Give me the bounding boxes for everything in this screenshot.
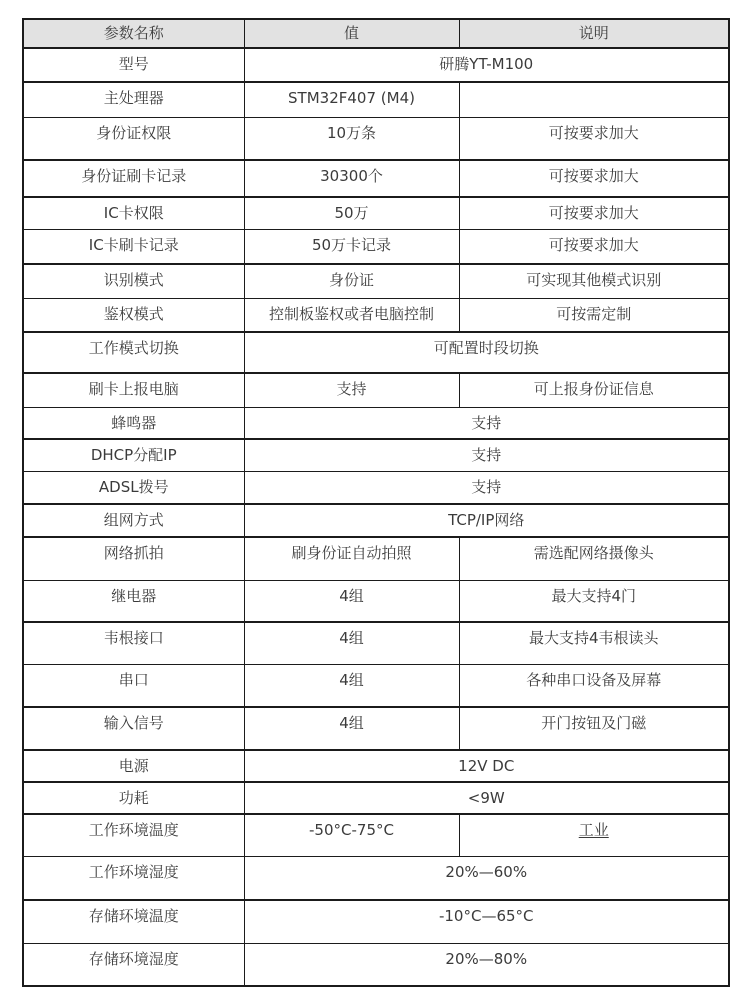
value-cell: 4组 (244, 707, 459, 750)
param-name-cell: 串口 (23, 664, 244, 707)
table-row (23, 471, 729, 504)
value-cell: 20%—80% (244, 943, 729, 986)
param-name-cell: 网络抓拍 (23, 537, 244, 580)
note-cell: 可按要求加大 (459, 197, 729, 229)
param-name-cell: 工作模式切换 (23, 332, 244, 373)
table-row (23, 504, 729, 537)
param-name-cell: 身份证刷卡记录 (23, 160, 244, 197)
note-cell: 可按要求加大 (459, 160, 729, 197)
param-name-cell: 工作环境温度 (23, 814, 244, 856)
note-cell: 工业 (459, 814, 729, 856)
table-row (23, 407, 729, 439)
note-cell: 开门按钮及门磁 (459, 707, 729, 750)
note-cell: 需选配网络摄像头 (459, 537, 729, 580)
param-name-cell: 鉴权模式 (23, 298, 244, 332)
table-row (23, 900, 729, 943)
param-name-cell: 蜂鸣器 (23, 407, 244, 439)
param-name-cell: IC卡权限 (23, 197, 244, 229)
table-row (23, 117, 729, 160)
param-name-cell: 继电器 (23, 580, 244, 622)
note-cell: 最大支持4韦根读头 (459, 622, 729, 664)
table-row (23, 264, 729, 298)
note-cell: 可按需定制 (459, 298, 729, 332)
note-cell (459, 82, 729, 117)
param-name-cell: 功耗 (23, 782, 244, 814)
value-cell: STM32F407 (M4) (244, 82, 459, 117)
value-cell: 身份证 (244, 264, 459, 298)
table-row (23, 332, 729, 373)
table-row (23, 229, 729, 264)
table-row (23, 373, 729, 407)
param-name-cell: ADSL拨号 (23, 471, 244, 504)
param-name-cell: IC卡刷卡记录 (23, 229, 244, 264)
value-cell: TCP/IP网络 (244, 504, 729, 537)
value-cell: 10万条 (244, 117, 459, 160)
value-cell: -50°C-75°C (244, 814, 459, 856)
header-row (23, 19, 729, 48)
table-row (23, 707, 729, 750)
table-row (23, 439, 729, 471)
table-row (23, 197, 729, 229)
param-name-cell: 识别模式 (23, 264, 244, 298)
column-header-param: 参数名称 (23, 19, 244, 48)
note-cell: 可上报身份证信息 (459, 373, 729, 407)
value-cell: 4组 (244, 580, 459, 622)
param-name-cell: 型号 (23, 48, 244, 82)
value-cell: 30300个 (244, 160, 459, 197)
value-cell: 支持 (244, 471, 729, 504)
value-cell: 12V DC (244, 750, 729, 782)
table-row (23, 782, 729, 814)
param-name-cell: 输入信号 (23, 707, 244, 750)
value-cell: 支持 (244, 439, 729, 471)
table-row (23, 943, 729, 986)
param-name-cell: 存储环境湿度 (23, 943, 244, 986)
param-name-cell: 组网方式 (23, 504, 244, 537)
param-name-cell: 主处理器 (23, 82, 244, 117)
value-cell: <9W (244, 782, 729, 814)
value-cell: 研腾YT-M100 (244, 48, 729, 82)
param-name-cell: 电源 (23, 750, 244, 782)
value-cell: 4组 (244, 664, 459, 707)
param-name-cell: 刷卡上报电脑 (23, 373, 244, 407)
value-cell: -10°C—65°C (244, 900, 729, 943)
note-cell: 可按要求加大 (459, 229, 729, 264)
note-cell: 可实现其他模式识别 (459, 264, 729, 298)
note-cell: 各种串口设备及屏幕 (459, 664, 729, 707)
note-cell: 可按要求加大 (459, 117, 729, 160)
table-row (23, 580, 729, 622)
value-cell: 50万 (244, 197, 459, 229)
value-cell: 支持 (244, 407, 729, 439)
table-row (23, 48, 729, 82)
param-name-cell: DHCP分配IP (23, 439, 244, 471)
table-row (23, 856, 729, 900)
column-header-note: 说明 (459, 19, 729, 48)
param-name-cell: 工作环境湿度 (23, 856, 244, 900)
value-cell: 刷身份证自动拍照 (244, 537, 459, 580)
param-name-cell: 韦根接口 (23, 622, 244, 664)
note-cell: 最大支持4门 (459, 580, 729, 622)
table-row (23, 160, 729, 197)
column-header-value: 值 (244, 19, 459, 48)
table-row (23, 664, 729, 707)
param-name-cell: 身份证权限 (23, 117, 244, 160)
value-cell: 4组 (244, 622, 459, 664)
table-row (23, 537, 729, 580)
table-row (23, 298, 729, 332)
table-row (23, 82, 729, 117)
spec-table (22, 18, 730, 987)
param-name-cell: 存储环境温度 (23, 900, 244, 943)
value-cell: 50万卡记录 (244, 229, 459, 264)
table-row (23, 750, 729, 782)
value-cell: 可配置时段切换 (244, 332, 729, 373)
table-row (23, 622, 729, 664)
value-cell: 控制板鉴权或者电脑控制 (244, 298, 459, 332)
value-cell: 支持 (244, 373, 459, 407)
table-row (23, 814, 729, 856)
value-cell: 20%—60% (244, 856, 729, 900)
